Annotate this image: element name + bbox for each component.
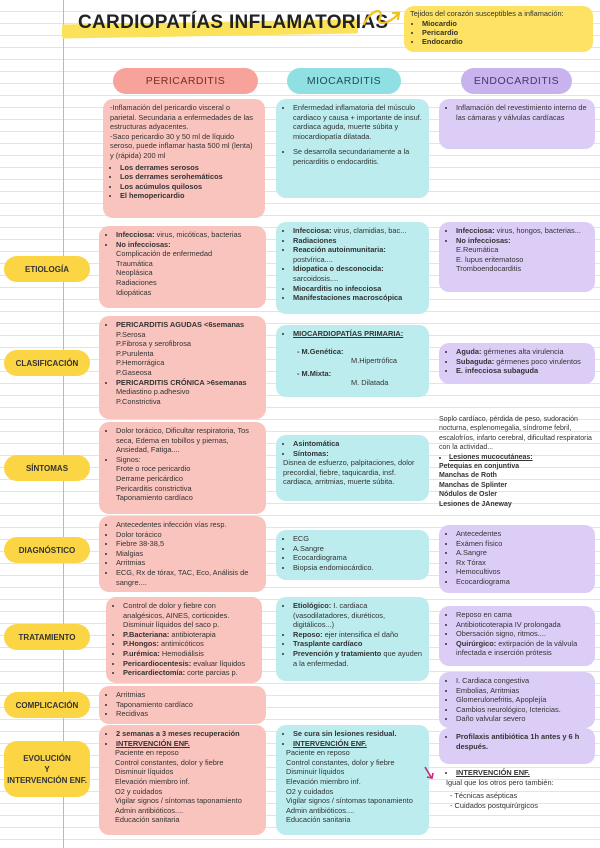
endo-trat-item: • Reposo en cama	[456, 610, 588, 620]
endo-etio-subitem: E. lupus eritematoso	[456, 254, 524, 264]
endocarditis-sintomas	[435, 412, 597, 522]
mio-sint-text: Disnea de esfuerzo, palpitaciones, dolor precordial, fiebre, taquicardia, insf. cardiaca, arritmias, muerte súbita.	[283, 458, 415, 487]
peri-sint-item: • Dolor torácico, Dificultar respiratoria, Tos seca, Edema en tobillos y piernas, Ansiedad, Fatiga....	[116, 426, 259, 455]
peri-comp-list	[106, 690, 259, 719]
mio-trat-item	[293, 630, 422, 640]
mio-clas-list	[283, 329, 422, 339]
endo-etio-item	[456, 226, 588, 236]
endo-clas-list	[446, 347, 588, 376]
mio-def-item: • Se desarrolla secundariamente a la pericarditis o endocarditis.	[293, 147, 422, 166]
peri-clas-sublist	[106, 330, 259, 378]
tissue-item: • Pericardio	[422, 28, 587, 37]
mio-def-list	[283, 103, 422, 167]
pericarditis-etiologia	[99, 226, 266, 308]
peri-diag-item: • ECG, Rx de tórax, TAC, Eco, Análisis de sangre....	[116, 568, 259, 587]
endo-trat-text: extirpación de la válvula infectada e inserción prótesis	[456, 638, 578, 658]
peri-etio-item	[116, 230, 259, 240]
endo-sint-lesion: Petequias en conjuntiva	[439, 463, 520, 471]
endo-sint-lesion: Manchas de Roth	[439, 472, 497, 480]
peri-sint-list	[106, 426, 259, 464]
endo-evo-item: • INTERVENCIÓN ENF.	[456, 768, 590, 778]
peri-trat-text: corte parcias p.	[185, 668, 238, 678]
mio-sint-item: • Síntomas:	[293, 449, 422, 459]
peri-trat-item	[123, 668, 255, 678]
mio-trat-text: ejer intensifica el daño	[322, 629, 399, 639]
endo-etio-sublist	[446, 245, 588, 274]
mio-evo-list	[283, 729, 422, 748]
peri-trat-text: evaluar líquidos	[191, 658, 246, 668]
endo-sint-lesion: Nódulos de Osler	[439, 491, 497, 499]
mio-clas-sublist	[283, 347, 422, 388]
mio-trat-item	[293, 601, 422, 630]
peri-etio-subitem: Complicación de enfermedad	[116, 249, 213, 259]
endo-etio-subitem: E.Reumática	[456, 245, 499, 255]
endo-diag-item: • Antecedentes	[456, 529, 588, 539]
row-label-clasificacion: CLASIFICACIÓN	[4, 350, 90, 376]
pericarditis-diagnostico	[99, 516, 266, 592]
peri-trat-text: Disminuir líquidos del saco p.	[123, 620, 220, 630]
endo-evo-subitem: - Técnicas asépticas	[450, 791, 518, 801]
endo-sint-lesion: Manchas de Splinter	[439, 481, 508, 489]
peri-evo-list	[106, 729, 259, 748]
title-block	[62, 8, 389, 38]
peri-comp-item: • Recidivas	[116, 709, 259, 719]
peri-trat-text: Hemodiálisis	[159, 648, 204, 658]
mio-clas-subitem: M.Hipertrófica	[351, 356, 397, 366]
endo-clas-text: gérmenes poco virulentos	[494, 356, 581, 366]
endocarditis-complicacion	[439, 672, 595, 728]
peri-clas-list	[106, 320, 259, 330]
row-label-evolucion-line3: INTERVENCIÓN ENF.	[7, 775, 87, 785]
endo-evo-list	[446, 732, 588, 751]
peri-trat-label: P.Bacteriana:	[123, 629, 170, 639]
row-label-sintomas: SÍNTOMAS	[4, 455, 90, 481]
mio-etio-item	[293, 264, 422, 283]
mio-clas-subitem: M. Dilatada	[351, 378, 389, 388]
column-header-endocarditis: ENDOCARDITIS	[461, 68, 572, 94]
peri-etio-text: virus, micóticas, bacterias	[154, 230, 242, 239]
pericarditis-evolucion	[99, 725, 266, 835]
peri-clas-subitem: P.Fibrosa y serofibrosa	[116, 339, 192, 349]
endo-comp-item: • Cambios neurológico, Ictericias.	[456, 705, 588, 715]
mio-diag-item: • A.Sangre	[293, 544, 422, 554]
endo-diag-item: • A.Sangre	[456, 548, 588, 558]
row-label-tratamiento: TRATAMIENTO	[4, 624, 90, 650]
page-title: CARDIOPATÍAS INFLAMATORIAS	[78, 12, 389, 33]
endo-trat-item: • Antibioticoterapia IV prolongada	[456, 620, 588, 630]
mio-diag-item: • ECG	[293, 534, 422, 544]
peri-clas-list	[106, 378, 259, 388]
tissues-list	[410, 19, 587, 46]
mio-trat-item	[293, 649, 422, 668]
peri-evo-item: • INTERVENCIÓN ENF.	[116, 739, 259, 749]
peri-trat-text: antimicóticos	[159, 639, 204, 649]
peri-sint-subitem: Frote o roce pericardio	[116, 464, 191, 474]
peri-sint-sublist	[106, 464, 259, 502]
mio-evo-subitem: Educación sanitaria	[286, 815, 351, 825]
row-label-diagnostico: DIAGNÓSTICO	[4, 537, 90, 563]
peri-etio-subitem: Radiaciones	[116, 277, 157, 287]
endo-comp-list	[446, 676, 588, 724]
peri-etio-list	[106, 230, 259, 249]
endo-def-item: • Inflamación del revestimiento interno de las cámaras y válvulas cardíacas	[456, 103, 588, 122]
pericarditis-clasificacion	[99, 316, 266, 419]
tissue-item: • Endocardio	[422, 37, 587, 46]
mio-trat-label: Etiológico:	[293, 601, 332, 610]
miocarditis-evolucion	[276, 725, 429, 835]
curly-arrow-icon	[360, 4, 404, 34]
endo-clas-text: gérmenes alta virulencia	[481, 347, 564, 356]
peri-diag-item: • Mialgias	[116, 549, 259, 559]
endo-sint-lesion: Lesiones de JAneway	[439, 500, 512, 508]
pericarditis-sintomas	[99, 422, 266, 514]
mio-evo-subitem: Admin antibióticos....	[286, 805, 355, 815]
endo-comp-item: • Embolias, Arritmias	[456, 686, 588, 696]
peri-evo-subitem: Admin antibióticos....	[115, 805, 184, 815]
mio-clas-subitem: - M.Genética:	[297, 346, 344, 356]
column-header-pericarditis: PERICARDITIS	[113, 68, 258, 94]
tissue-item: • Miocardio	[422, 19, 587, 28]
endo-comp-item: • Glomerulonefritis, Apoplejía	[456, 695, 588, 705]
peri-def-text: -Saco pericardio 30 y 50 ml de líquido seroso, puede inflamar hasta 500 ml (lenta) y (rápida) 200 ml	[110, 131, 253, 160]
peri-def-item: • Los derrames serosos	[120, 163, 258, 173]
mio-etio-text: sarcoidosis....	[293, 273, 339, 283]
peri-trat-item	[123, 649, 255, 659]
peri-evo-subitem: Vigilar signos / síntomas taponamiento	[115, 796, 242, 806]
peri-sint-subitem: Pericarditis constrictiva	[116, 483, 192, 493]
mio-evo-subitem: O2 y cuidados	[286, 786, 334, 796]
pericarditis-definition	[103, 99, 265, 218]
row-label-evolucion-line1: EVOLUCIÓN	[23, 753, 71, 763]
mio-etio-label: Idiopatica o desconocida:	[293, 264, 384, 274]
row-label-complicacion: COMPLICACIÓN	[4, 692, 90, 718]
endo-comp-item: • I. Cardiaca congestiva	[456, 676, 588, 686]
peri-clas-subitem: P.Gaseosa	[116, 367, 152, 377]
mio-etio-item: • Radiaciones	[293, 236, 422, 246]
endo-trat-label: Quirúrgico:	[456, 638, 497, 648]
mio-evo-subitem: Control constantes, dolor y fiebre	[286, 757, 395, 767]
endo-trat-item	[456, 639, 588, 658]
peri-evo-subitem: Paciente en reposo	[115, 748, 179, 758]
mio-diag-list	[283, 534, 422, 572]
endo-clas-item	[456, 357, 588, 367]
mio-evo-subitem: Paciente en reposo	[286, 748, 350, 758]
mio-sint-list	[283, 439, 422, 458]
row-label-etiologia: ETIOLOGÍA	[4, 256, 90, 282]
peri-clas-subitem: P.Hemorrágica	[116, 358, 165, 368]
peri-etio-subitem: Traumática	[116, 258, 153, 268]
mio-evo-subitem: Elevación miembro inf.	[286, 776, 361, 786]
pericarditis-tratamiento	[106, 597, 262, 683]
endocarditis-evolucion	[439, 728, 595, 764]
endo-clas-item	[456, 347, 588, 357]
peri-etio-label: Infecciosa:	[116, 230, 155, 239]
notebook-margin-line	[63, 0, 64, 848]
endo-etio-item: • No infecciosas:	[456, 236, 588, 246]
endo-diag-item: • Exámen físico	[456, 539, 588, 549]
endo-clas-label: Subaguda:	[456, 356, 495, 366]
miocarditis-sintomas	[276, 435, 429, 501]
mio-etio-item: • Manifestaciones macroscópica	[293, 293, 422, 303]
peri-evo-subitem: Educación sanitaria	[115, 815, 180, 825]
endo-clas-item: • E. infecciosa subaguda	[456, 366, 588, 376]
row-label-evolucion-line2: Y	[44, 764, 50, 774]
mio-etio-item: • Miocarditis no infecciosa	[293, 284, 422, 294]
tissues-note	[404, 6, 593, 52]
mio-clas-subitem: - M.Mixta:	[297, 368, 332, 378]
mio-etio-label: Reacción autoinmunitaria:	[293, 245, 386, 255]
endo-diag-item: • Rx Tórax	[456, 558, 588, 568]
mio-trat-list	[283, 601, 422, 668]
peri-sint-item: • Signos:	[116, 455, 259, 465]
mio-evo-subitem: Vigilar signos / síntomas taponamiento	[286, 796, 413, 806]
mio-etio-text: postvírica....	[293, 254, 333, 264]
mio-evo-sublist	[283, 748, 422, 825]
peri-trat-item: • Control de dolor y fiebre con analgésicos, AINES, corticoides.	[123, 601, 255, 620]
peri-def-item: • El hemopericardio	[120, 191, 258, 201]
peri-trat-label: P.Hongos:	[123, 639, 159, 649]
peri-sint-subitem: Taponamiento cardíaco	[116, 493, 193, 503]
peri-evo-subitem: O2 y cuidados	[115, 786, 163, 796]
mio-evo-subitem: Disminuir líquidos	[286, 767, 345, 777]
peri-clas-item: • PERICARDITIS CRÓNICA >6semanas	[116, 378, 259, 388]
peri-def-text: -Inflamación del pericardio visceral o parietal. Secundaria a enfermedades de las estructuras adyacentes.	[110, 103, 253, 132]
peri-evo-subitem: Control constantes, dolor y fiebre	[115, 757, 224, 767]
endocarditis-definition	[439, 99, 595, 149]
mio-trat-item: • Trasplante cardíaco	[293, 639, 422, 649]
endo-etio-label: Infecciosa:	[456, 226, 495, 235]
mio-etio-list	[283, 226, 422, 303]
peri-etio-sublist	[106, 249, 259, 297]
peri-clas-subitem: Mediastino p.adhesivo	[116, 387, 190, 397]
peri-evo-sublist	[106, 748, 259, 825]
pink-arrow-icon	[423, 765, 439, 781]
endo-evo-text: Igual que los otros pero también:	[446, 777, 554, 787]
peri-etio-item: • No infecciosas:	[116, 240, 259, 250]
mio-diag-item: • Biopsia endomiocárdico.	[293, 563, 422, 573]
endo-diag-list	[446, 529, 588, 587]
peri-comp-item: • Taponamiento cardíaco	[116, 700, 259, 710]
miocarditis-definition	[276, 99, 429, 198]
mio-def-item: • Enfermedad inflamatoria del músculo cardiaco y causa + importante de insuf. cardiaca aguda, muerte súbita y miocardiopatía dilatada.	[293, 103, 422, 141]
mio-sint-item: • Asintomática	[293, 439, 422, 449]
endo-evo-list	[446, 768, 590, 778]
peri-clas-subitem: P.Constrictiva	[116, 396, 161, 406]
peri-trat-text: antibioterapia	[169, 629, 216, 639]
peri-def-list	[110, 163, 258, 201]
mio-etio-item	[293, 245, 422, 264]
mio-trat-text: I. cardiaca (vasodilatadores, diuréticos, digitálicos...)	[293, 601, 386, 630]
mio-evo-item: • INTERVENCIÓN ENF.	[293, 739, 422, 749]
endocarditis-etiologia	[439, 222, 595, 292]
peri-diag-item: • Fiebre 38-38,5	[116, 539, 259, 549]
mio-diag-item: • Ecocardiograma	[293, 553, 422, 563]
peri-trat-label: Pericardiectomía:	[123, 668, 186, 678]
tissues-note-heading: Tejidos del corazón susceptibles a inflamación:	[410, 9, 564, 18]
miocarditis-clasificacion	[276, 325, 429, 397]
endo-sint-text: Soplo cardíaco, pérdida de peso, sudoración nocturna, esplenomegalia, síndrome febril, escalofríos, infarto cerebral, dificultad respiratoria con la actividad...	[439, 416, 592, 452]
endocarditis-intervencion	[439, 764, 597, 826]
miocarditis-tratamiento	[276, 597, 429, 681]
peri-sint-subitem: Derrame pericárdico	[116, 473, 183, 483]
column-header-miocarditis: MIOCARDITIS	[287, 68, 401, 94]
endo-etio-subitem: Tromboendocarditis	[456, 264, 522, 274]
mio-etio-label: Infecciosa:	[293, 226, 332, 235]
peri-evo-item: • 2 semanas a 3 meses recuperación	[116, 729, 259, 739]
peri-diag-item: • Arritmias	[116, 558, 259, 568]
peri-diag-list	[106, 520, 259, 587]
peri-clas-subitem: P.Purulenta	[116, 348, 154, 358]
endo-trat-list	[446, 610, 588, 658]
peri-etio-subitem: Idiopáticas	[116, 287, 152, 297]
peri-trat-item	[123, 659, 255, 669]
peri-clas-item: • PERICARDITIS AGUDAS <6semanas	[116, 320, 259, 330]
endo-evo-item: • Profilaxis antibiótica 1h antes y 6 h después.	[456, 732, 588, 751]
row-label-evolucion	[4, 741, 90, 797]
mio-etio-text: virus, clamidias, bac...	[331, 226, 407, 235]
peri-trat-list	[113, 601, 255, 620]
peri-def-item: • Los derrames serohemáticos	[120, 172, 258, 182]
endo-diag-item: • Ecocardiograma	[456, 577, 588, 587]
mio-etio-item	[293, 226, 422, 236]
endo-trat-item: • Obersación signo, ritmos....	[456, 629, 588, 639]
mio-trat-text: que ayuden a la enfermedad.	[293, 648, 422, 668]
peri-evo-subitem: Elevación miembro inf.	[115, 776, 190, 786]
endo-sint-item: • Lesiones mucocutáneas:	[449, 453, 593, 462]
peri-trat-label: Pericardiocentesis:	[123, 658, 192, 668]
peri-etio-subitem: Neoplásica	[116, 268, 153, 278]
miocarditis-etiologia	[276, 222, 429, 314]
endo-clas-label: Aguda:	[456, 347, 482, 356]
endo-def-list	[446, 103, 588, 122]
peri-comp-item: • Arritmias	[116, 690, 259, 700]
mio-evo-item: • Se cura sin lesiones residual.	[293, 729, 422, 739]
peri-diag-item: • Antecedentes infección vías resp.	[116, 520, 259, 530]
endo-etio-text: virus, hongos, bacterias...	[494, 226, 581, 235]
endocarditis-diagnostico	[439, 525, 595, 593]
endocarditis-clasificacion	[439, 343, 595, 384]
peri-clas-subitem: P.Serosa	[116, 329, 146, 339]
endo-sint-list	[439, 453, 593, 462]
endo-etio-list	[446, 226, 588, 245]
peri-def-item: • Los acúmulos quilosos	[120, 182, 258, 192]
pericarditis-complicacion	[99, 686, 266, 724]
endo-diag-item: • Hemocultivos	[456, 567, 588, 577]
endo-evo-subitem: - Cuidados postquirúrgicos	[450, 800, 538, 810]
peri-clas-sublist	[106, 387, 259, 406]
mio-trat-label: Reposo:	[293, 629, 323, 639]
peri-diag-item: • Dolor torácico	[116, 530, 259, 540]
endo-comp-item: • Daño valvular severo	[456, 714, 588, 724]
endocarditis-tratamiento	[439, 606, 595, 666]
mio-trat-label: Prevención y tratamiento	[293, 648, 382, 658]
peri-trat-item	[123, 639, 255, 649]
miocarditis-diagnostico	[276, 530, 429, 580]
mio-clas-item: • MIOCARDIOPATÍAS PRIMARIA:	[293, 329, 422, 339]
peri-trat-item	[123, 630, 255, 640]
peri-trat-list	[113, 630, 255, 678]
peri-evo-subitem: Disminuir líquidos	[115, 767, 174, 777]
peri-trat-label: P.urémica:	[123, 648, 160, 658]
